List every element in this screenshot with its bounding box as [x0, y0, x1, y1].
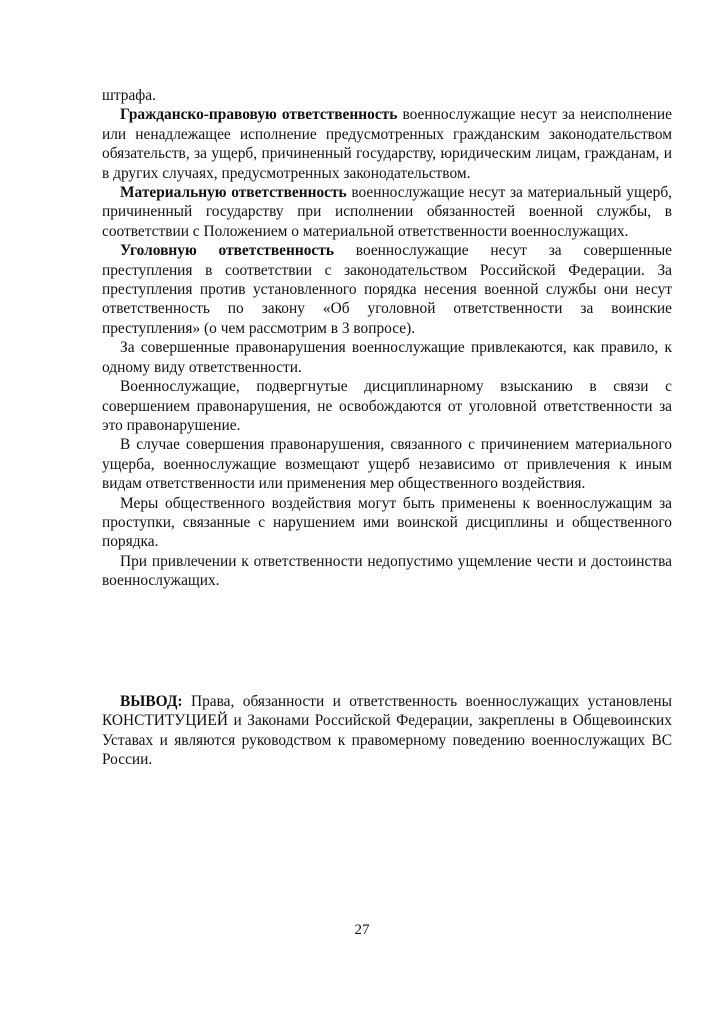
text-civil-liability: военнослужащие несут за неисполнение или ненадлежащее исполнение предусмотренных гражданским законодательством обязательств, за ущерб, причиненный государству, юридическим лицам, гражданам, и в других случаях, предусмотренных законодательством. [102, 106, 672, 182]
text-criminal-liability: военнослужащие несут за совершенные преступления в соответствии с законодательством Российской Федерации. За преступления против установленного порядка несения военной службы они несут ответственность по закону «Об уголовной ответственности за воинские преступления» (о чем рассмотрим в 3 вопросе). [102, 242, 672, 337]
conclusion-label: ВЫВОД: [120, 693, 183, 710]
body-text [102, 86, 672, 591]
term-material-liability: Материальную ответственность [120, 184, 347, 202]
paragraph-honor-dignity: При привлечении к ответственности недопустимо ущемление чести и достоинства военнослужащих. [102, 552, 672, 590]
text-material-liability: военнослужащие несут за материальный ущерб, причиненный государству при исполнении обязанностей военной службы, в соответствии с Положением о материальной ответственности военнослужащих. [102, 184, 672, 240]
paragraph-single-liability: За совершенные правонарушения военнослужащие привлекаются, как правило, к одному виду ответственности. [102, 339, 672, 376]
term-criminal-liability: Уголовную ответственность [120, 242, 334, 260]
paragraph-civil-liability [102, 105, 672, 183]
paragraph-public-measures: Меры общественного воздействия могут быть применены к военнослужащим за проступки, связанные с нарушением ими воинской дисциплины и общественного порядка. [102, 494, 672, 551]
paragraph-material-liability [102, 183, 672, 241]
paragraph-disciplinary: Военнослужащие, подвергнутые дисциплинарному взысканию в связи с совершением правонарушения, не освобождаются от уголовной ответственности за это правонарушение. [102, 378, 672, 434]
page-number: 27 [354, 922, 370, 938]
term-civil-liability: Гражданско-правовую ответственность [120, 106, 398, 124]
paragraph-material-damage: В случае совершения правонарушения, связанного с причинением материального ущерба, военнослужащие возмещают ущерб независимо от привлечения к иным видам ответственности или применения мер общественного воздействия. [102, 436, 672, 493]
paragraph-conclusion [102, 692, 672, 770]
paragraph-fine-end: штрафа. [102, 87, 156, 104]
conclusion-text: Права, обязанности и ответственность военнослужащих установлены КОНСТИТУЦИЕЙ и Законами Российской Федерации, закреплены в Общевоинских Уставах и являются руководством к правомерному поведению военнослужащих ВС России. [102, 693, 672, 769]
paragraph-criminal-liability [102, 241, 672, 338]
